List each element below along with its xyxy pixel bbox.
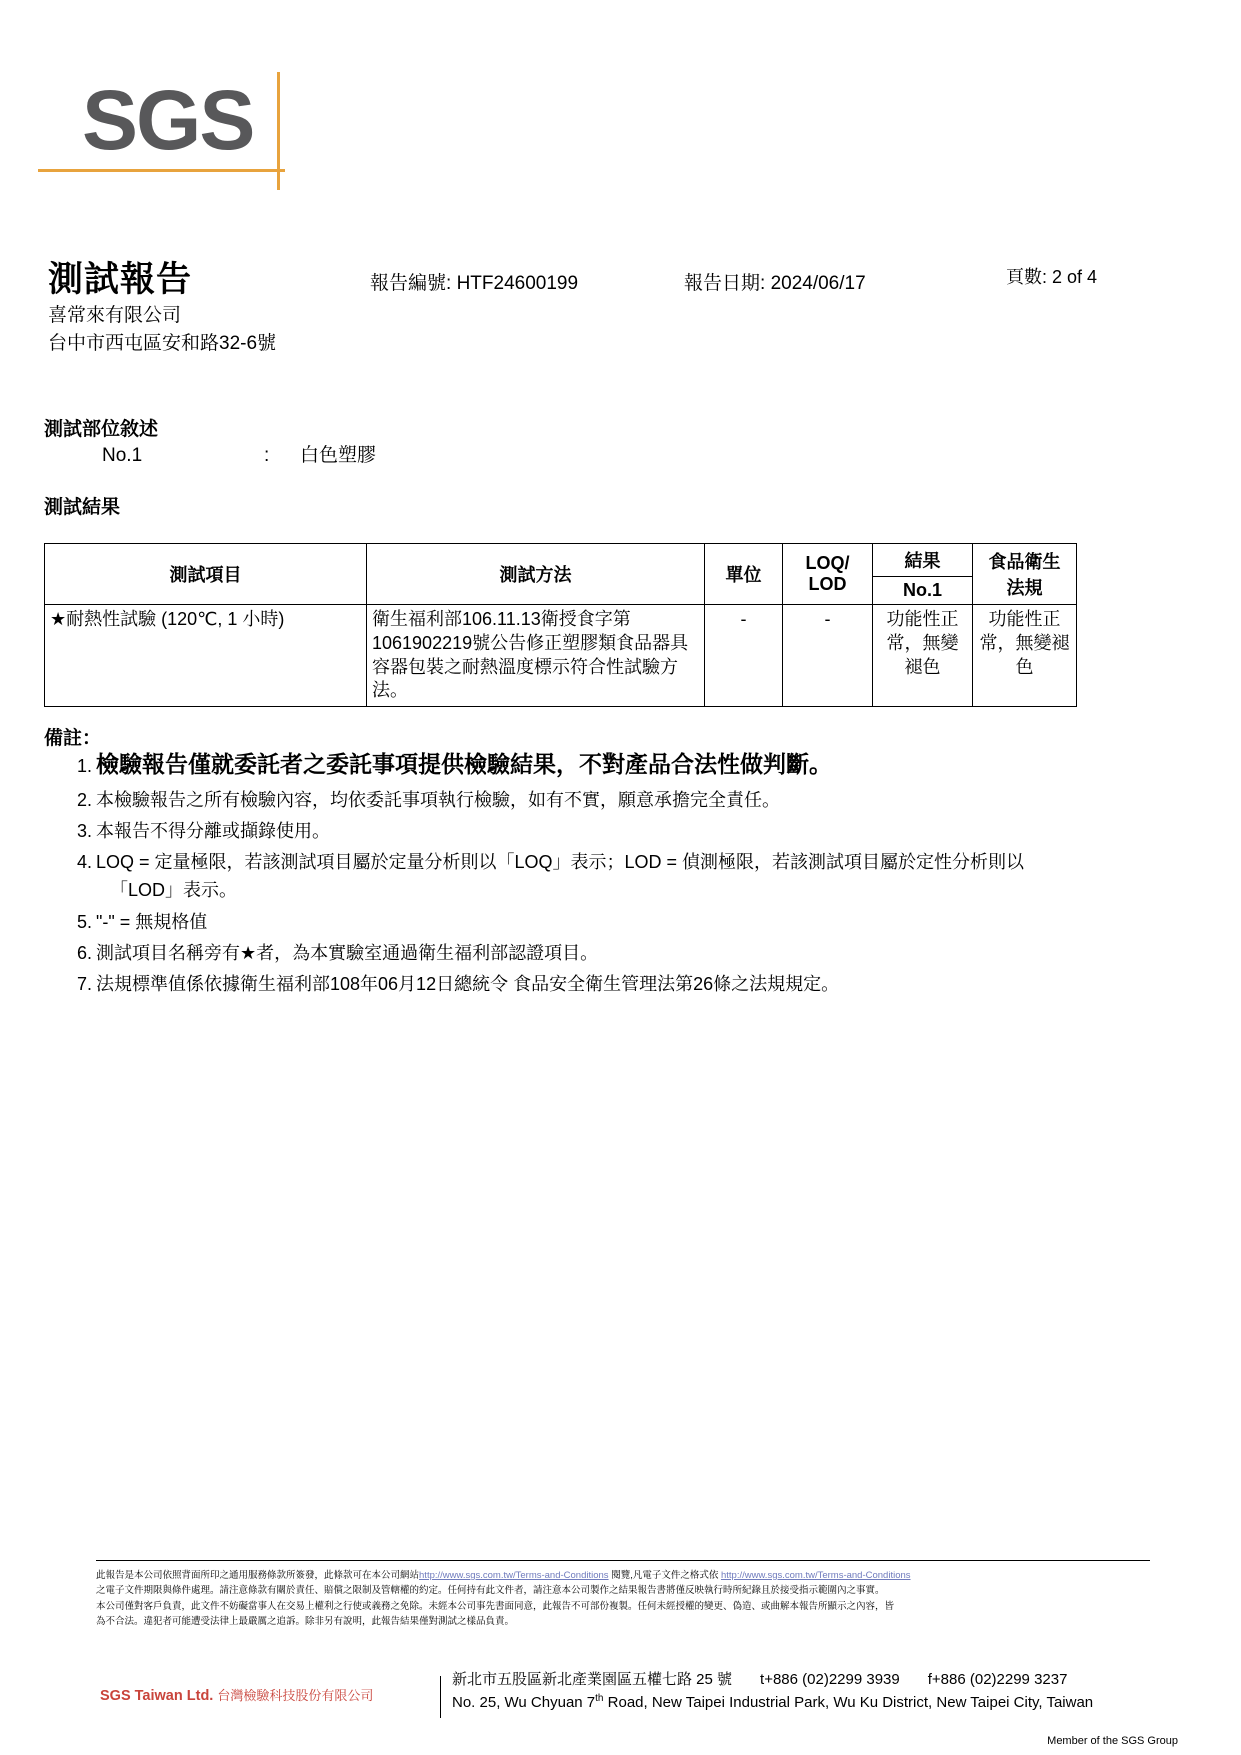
- note-text-continuation: 「LOD」表示。: [110, 880, 238, 901]
- table-header: [45, 544, 1077, 605]
- footer-brand-en: SGS Taiwan Ltd.: [100, 1688, 214, 1704]
- footer-address-ordinal: th: [595, 1693, 604, 1705]
- footer-address-block: [452, 1668, 1093, 1715]
- section-title-test-results: 測試結果: [44, 497, 121, 518]
- terms-and-conditions-link-2[interactable]: http://www.sgs.com.tw/Terms-and-Conditions: [720, 1570, 911, 1581]
- footer-divider-line: [96, 1560, 1150, 1561]
- footer-address-line-zh: [452, 1668, 1093, 1691]
- note-text: 法規標準值係依據衛生福利部108年06月12日總統令 食品安全衛生管理法第26條之法規規定。: [96, 974, 840, 995]
- note-number: 1.: [76, 756, 92, 776]
- cell-test-item: ★耐熱性試驗 (120℃, 1 小時): [45, 605, 367, 707]
- section-title-part-description: 測試部位敘述: [44, 419, 159, 440]
- legal-text-part2: 閱覽,凡電子文件之格式依: [608, 1570, 721, 1581]
- page-number-value: 2 of 4: [1052, 267, 1098, 287]
- table-row: [45, 605, 1077, 707]
- column-header-food-hygiene-law: [973, 544, 1077, 605]
- loq-label-line1: LOQ/: [805, 553, 850, 573]
- sgs-logo: [82, 72, 302, 192]
- page-title: 測試報告: [48, 260, 193, 299]
- logo-vertical-accent-line: [277, 72, 280, 190]
- note-number: 2.: [76, 790, 92, 811]
- part-description-row: [102, 440, 602, 467]
- report-date-field: [684, 268, 866, 295]
- cell-unit: -: [705, 605, 783, 707]
- column-header-test-item: 測試項目: [45, 544, 367, 605]
- terms-and-conditions-link-1[interactable]: http://www.sgs.com.tw/Terms-and-Conditions: [419, 1570, 609, 1581]
- cell-food-hygiene-law: 功能性正常，無變褪色: [973, 605, 1077, 707]
- page-number-field: [1006, 263, 1097, 289]
- list-item: [62, 849, 1082, 905]
- note-number: 5.: [76, 912, 92, 933]
- note-number: 7.: [76, 974, 92, 995]
- page-number-label: 頁數:: [1006, 267, 1048, 287]
- list-item: [62, 818, 1082, 845]
- note-text: 測試項目名稱旁有★者，為本實驗室通過衛生福利部認證項目。: [96, 943, 599, 964]
- legal-text-line2: 之電子文件期限與條件處理。請注意條款有關於責任、賠償之限制及管轄權的約定。任何持有此文件者，請注意本公司製作之結果報告書將僅反映執行時所紀錄且於接受指示範圍內之事實。: [96, 1585, 885, 1597]
- note-number: 4.: [76, 852, 92, 873]
- sgs-logo-text: SGS: [82, 73, 254, 167]
- law-label-line1: 食品衛生: [988, 552, 1061, 572]
- column-header-result-group: 結果: [873, 544, 973, 577]
- law-label-line2: 法規: [1006, 578, 1043, 598]
- part-number-label: No.1: [102, 445, 143, 466]
- note-text: LOQ = 定量極限，若該測試項目屬於定量分析則以「LOQ」表示；LOD = 偵測極限，若該測試項目屬於定性分析則以: [96, 852, 1025, 873]
- footer-fax: f+886 (02)2299 3237: [927, 1671, 1068, 1688]
- part-material-value: 白色塑膠: [300, 445, 377, 466]
- footer-vertical-divider: [440, 1676, 441, 1718]
- footer-address-en-part2: Road, New Taipei Industrial Park, Wu Ku District, New Taipei City, Taiwan: [603, 1694, 1094, 1712]
- report-number-field: [370, 268, 578, 295]
- logo-horizontal-accent-line: [38, 169, 285, 172]
- column-header-test-method: 測試方法: [367, 544, 705, 605]
- list-item: [62, 940, 1082, 967]
- legal-text-line4: 為不合法。違犯者可能遭受法律上最嚴厲之追訴。除非另有說明，此報告結果僅對測試之樣品負責。: [96, 1616, 515, 1628]
- note-text: 本報告不得分離或擷錄使用。: [96, 821, 330, 842]
- note-text: "-" = 無規格值: [96, 912, 208, 933]
- list-item: [62, 748, 1082, 781]
- table-header-row-1: [45, 544, 1077, 577]
- footer-address-line-en: [452, 1691, 1093, 1714]
- note-number: 3.: [76, 821, 92, 842]
- legal-text-part1: 此報告是本公司依照背面所印之通用服務條款所簽發，此條款可在本公司網站: [96, 1570, 420, 1581]
- remarks-title: 備註：: [44, 728, 102, 749]
- column-header-loq-lod: [783, 544, 873, 605]
- test-results-table: [44, 543, 1077, 707]
- footer-address-en-part1: No. 25, Wu Chyuan 7: [452, 1694, 596, 1712]
- report-number-label: 報告編號:: [370, 273, 452, 294]
- loq-label-line2: LOD: [808, 574, 847, 594]
- company-address: 台中市西屯區安和路32-6號: [48, 333, 277, 354]
- footer-telephone: t+886 (02)2299 3939: [760, 1671, 900, 1688]
- table-body: [45, 605, 1077, 707]
- footer-brand: [100, 1685, 373, 1704]
- footer-address-zh: 新北市五股區新北產業園區五權七路 25 號: [452, 1671, 733, 1688]
- cell-loq-lod: -: [783, 605, 873, 707]
- footer-brand-zh: 台灣檢驗科技股份有限公司: [217, 1688, 374, 1703]
- note-text: 檢驗報告僅就委託者之委託事項提供檢驗結果，不對產品合法性做判斷。: [96, 751, 832, 777]
- part-colon: :: [264, 445, 270, 466]
- report-date-value: 2024/06/17: [770, 273, 866, 294]
- legal-text-line3: 本公司僅對客戶負責，此文件不妨礙當事人在交易上權利之行使或義務之免除。未經本公司事先書面同意，此報告不可部份複製。任何未經授權的變更、偽造、或曲解本報告所顯示之內容，皆: [96, 1600, 895, 1612]
- list-item: [62, 971, 1082, 998]
- footer-member-note: Member of the SGS Group: [1047, 1735, 1178, 1747]
- cell-result-no1: 功能性正常，無變褪色: [873, 605, 973, 707]
- column-header-result-sample-no1: No.1: [873, 577, 973, 605]
- list-item: [62, 909, 1082, 936]
- note-text: 本檢驗報告之所有檢驗內容，均依委託事項執行檢驗，如有不實，願意承擔完全責任。: [96, 790, 780, 811]
- remarks-list: [62, 748, 1082, 1002]
- report-number-value: HTF24600199: [456, 273, 579, 294]
- footer-legal-text: [96, 1568, 1150, 1630]
- column-header-unit: 單位: [705, 544, 783, 605]
- report-date-label: 報告日期:: [684, 273, 766, 294]
- cell-test-method: 衛生福利部106.11.13衛授食字第1061902219號公告修正塑膠類食品器具容器包裝之耐熱溫度標示符合性試驗方法。: [367, 605, 705, 707]
- note-number: 6.: [76, 943, 92, 964]
- list-item: [62, 787, 1082, 814]
- company-name: 喜常來有限公司: [48, 305, 182, 326]
